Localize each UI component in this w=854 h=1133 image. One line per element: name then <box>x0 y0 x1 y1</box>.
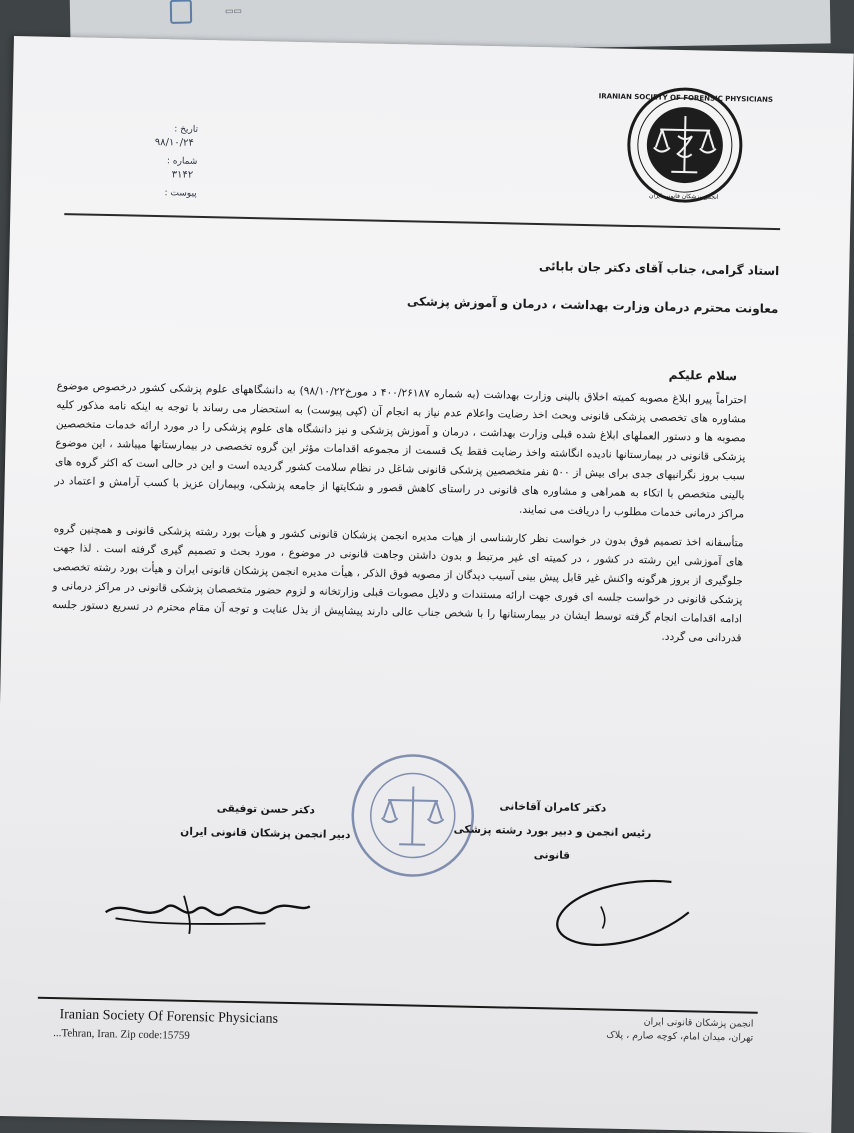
signatory-left-title: دبیر انجمن پزشکان قانونی ایران <box>180 825 351 842</box>
signatory-right-name: دکتر کامران آقاخانی <box>499 800 607 815</box>
addressee-line-2: معاونت محترم درمان وزارت بهداشت ، درمان و آموزش پزشکی <box>406 294 779 317</box>
signatory-right <box>437 793 668 870</box>
footer-address-fa: تهران، میدان امام، کوچه صارم ، پلاک <box>606 1029 754 1044</box>
greeting: سلام علیکم <box>668 367 738 384</box>
header-divider <box>64 213 780 230</box>
addressee-line-1: استاد گرامی، جناب آقای دکتر جان بابائی <box>538 259 780 279</box>
society-logo <box>598 85 774 205</box>
letter-meta <box>87 122 199 201</box>
signatory-right-title: رئیس انجمن و دبیر بورد رشته پزشکی قانونی <box>453 823 652 862</box>
signatory-left-name: دکتر حسن توفیقی <box>216 802 316 817</box>
date-value: ۹۸/۱۰/۲۴ <box>154 136 194 149</box>
logo-ring-text: IRANIAN SOCIETY OF FORENSIC PHYSICIANS <box>598 92 774 104</box>
logo-ring-text-fa: انجمن پزشکان قانونی ایران <box>649 192 719 201</box>
signature-right <box>540 869 702 962</box>
signatory-left <box>165 795 366 847</box>
footer-org-en: Iranian Society Of Forensic Physicians <box>59 1007 279 1027</box>
underlying-sheet-mark: ▭▭ <box>224 6 243 17</box>
footer-address-en: ...Tehran, Iran. Zip code:15759 <box>53 1027 190 1042</box>
footer-org-fa <box>463 1012 754 1046</box>
letter-page <box>0 36 854 1133</box>
body-paragraph-1: احتراماً پیرو ابلاغ مصوبه کمیته اخلاق بالینی وزارت بهداشت (به شماره ۴۰۰/۲۶۱۸۷ د مورخ۹۸/۱۰/۲۲) به دانشگاههای علوم پزشکی کشور درخصوص موضوع مشاوره های تخصصی پزشکی قانونی وبحث اخذ رضایت واعلام عدم نیاز به انجام آن (کپی پیوست) به استحضار می رساند با توجه به اینکه نامه مذکور کلیه مصوبه ها و دستور العملهای ابلاغ شده قبلی وزارت بهداشت ، درمان و آموزش پزشکی و نیز دانشگاه های علوم پزشکی را در مورد ارائه خدمات متخصصین پزشکی قانونی در بیمارستانها نادیده انگاشته واخذ رضایت فقط یک قسمت از مجموعه اقدامات مؤثر این گروه تخصصی در بیمارستانها میباشد ، این موضوع سبب بروز نگرانیهای جدی برای بیش از ۵۰۰ نفر متخصصین پزشکی قانونی شاغل در نظام سلامت کشور گردیده است و این در حالی است که اکثر گروه های بالینی متخصص با اتکاء به همراهی و مشاوره های قانونی در راستای کاهش قصور و شکایتها از جامعه پزشکی، وبیماران عزیز با کسب آرامش و اعتماد در مراکز درمانی خدمات مطلوب را دریافت می نمایند. <box>54 379 747 521</box>
number-value: ۳۱۴۲ <box>171 169 194 181</box>
letter-body <box>51 377 746 658</box>
body-paragraph-2: متأسفانه اخذ تصمیم فوق بدون در خواست نظر کارشناسی از هیات مدیره انجمن پزشکان قانونی کشور و هیأت بورد رشته پزشکی قانونی و همچنین گروه های آموزشی این رشته در کشور ، در کمیته ای غیر مرتبط و بدون داشتن وجاهت قانونی در موضوع ، مورد بحث و تصمیم گیری گرفته است . لذا جهت جلوگیری از بروز هرگونه واکنش غیر قابل پیش بینی آسیب دیدگان از مصوبه فوق الذکر ، هیأت مدیره انجمن پزشکان قانونی ایران و هیأت بورد رشته تخصصی پزشکی قانونی در خواست جلسه ای فوری جهت ارائه مستندات و دلایل مصوبات قبلی وزارتخانه و لزوم حضور متخصصان پزشکی قانونی در مراکز درمانی و ادامه اقدامات انجام گرفته توسط ایشان در بیمارستانها را با شخص جناب عالی دارند پیشاپیش از بذل عنایت و توجه آن مقام محترم در تسریع دستور جلسه قدردانی می گردد. <box>51 522 744 645</box>
number-label: شماره : <box>166 156 198 167</box>
signature-left <box>95 878 316 943</box>
footer-org-fa-name: انجمن پزشکان قانونی ایران <box>643 1016 754 1030</box>
folder-clip-icon <box>170 0 192 24</box>
attachment-label: پیوست : <box>164 188 197 199</box>
date-label: تاریخ : <box>174 124 199 135</box>
